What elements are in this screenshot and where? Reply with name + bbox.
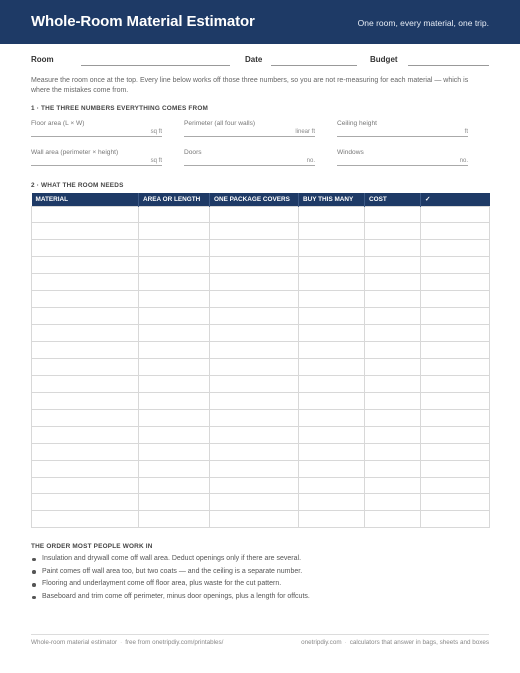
area-cell[interactable] — [139, 443, 210, 460]
table-row — [32, 409, 490, 426]
quantity-cell[interactable] — [299, 358, 365, 375]
quantity-cell[interactable] — [299, 308, 365, 325]
list-item-text: Paint comes off wall area too, but two coats — and the ceiling is a separate number. — [42, 567, 303, 575]
material-cell[interactable] — [32, 375, 139, 392]
ceiling-height-field[interactable] — [337, 120, 468, 140]
field-label: Windows — [337, 149, 364, 156]
quantity-cell[interactable] — [299, 460, 365, 477]
coverage-cell[interactable] — [210, 223, 299, 240]
table-row — [32, 392, 490, 409]
quantity-cell[interactable] — [299, 325, 365, 342]
coverage-cell[interactable] — [210, 392, 299, 409]
check-cell[interactable] — [421, 274, 490, 291]
check-cell[interactable] — [421, 358, 490, 375]
bullet-icon — [32, 583, 36, 587]
cost-cell[interactable] — [365, 257, 421, 274]
coverage-cell[interactable] — [210, 342, 299, 359]
list-item — [31, 566, 489, 579]
material-cell[interactable] — [32, 325, 139, 342]
footer-slogan: calculators that answer in bags, sheets and boxes — [349, 639, 489, 646]
field-line — [337, 165, 468, 166]
materials-table — [31, 193, 490, 528]
cost-cell[interactable] — [365, 460, 421, 477]
area-cell[interactable] — [139, 494, 210, 511]
table-row — [32, 223, 490, 240]
material-cell[interactable] — [32, 240, 139, 257]
check-cell[interactable] — [421, 257, 490, 274]
check-cell[interactable] — [421, 494, 490, 511]
bullet-icon — [32, 570, 36, 574]
table-row — [32, 511, 490, 528]
doors-field[interactable] — [184, 149, 315, 169]
material-cell[interactable] — [32, 291, 139, 308]
order-list — [31, 553, 489, 604]
cost-cell[interactable] — [365, 342, 421, 359]
coverage-cell[interactable] — [210, 477, 299, 494]
field-line — [184, 165, 315, 166]
check-cell[interactable] — [421, 291, 490, 308]
area-cell[interactable] — [139, 460, 210, 477]
coverage-cell[interactable] — [210, 308, 299, 325]
field-unit: no. — [306, 158, 315, 164]
cost-cell[interactable] — [365, 223, 421, 240]
section2-title: 2 · WHAT THE ROOM NEEDS — [31, 182, 124, 189]
check-cell[interactable] — [421, 409, 490, 426]
table-row — [32, 206, 490, 223]
wall-area-field[interactable] — [31, 149, 162, 169]
field-unit: linear ft — [295, 129, 315, 135]
cost-cell[interactable] — [365, 494, 421, 511]
check-cell[interactable] — [421, 511, 490, 528]
table-row — [32, 494, 490, 511]
field-unit: sq ft — [150, 158, 162, 164]
list-item — [31, 578, 489, 591]
check-cell[interactable] — [421, 477, 490, 494]
coverage-cell[interactable] — [210, 325, 299, 342]
coverage-cell[interactable] — [210, 257, 299, 274]
check-cell[interactable] — [421, 426, 490, 443]
coverage-cell[interactable] — [210, 206, 299, 223]
material-cell[interactable] — [32, 409, 139, 426]
table-row — [32, 257, 490, 274]
material-cell[interactable] — [32, 426, 139, 443]
table-row — [32, 240, 490, 257]
bullet-icon — [32, 558, 36, 562]
footer-site: onetripdiy.com — [301, 639, 342, 646]
material-cell[interactable] — [32, 460, 139, 477]
check-cell[interactable] — [421, 325, 490, 342]
material-cell[interactable] — [32, 358, 139, 375]
cost-cell[interactable] — [365, 426, 421, 443]
coverage-cell[interactable] — [210, 511, 299, 528]
area-cell[interactable] — [139, 477, 210, 494]
quantity-cell[interactable] — [299, 342, 365, 359]
check-cell[interactable] — [421, 460, 490, 477]
coverage-cell[interactable] — [210, 291, 299, 308]
area-cell[interactable] — [139, 274, 210, 291]
area-cell[interactable] — [139, 342, 210, 359]
area-cell[interactable] — [139, 206, 210, 223]
footer-source: free from onetripdiy.com/printables/ — [125, 639, 224, 646]
field-line — [337, 136, 468, 137]
quantity-cell[interactable] — [299, 409, 365, 426]
column-header-coverage: ONE PACKAGE COVERS — [210, 193, 299, 206]
area-cell[interactable] — [139, 409, 210, 426]
table-row — [32, 358, 490, 375]
table-row — [32, 308, 490, 325]
area-cell[interactable] — [139, 511, 210, 528]
check-cell[interactable] — [421, 443, 490, 460]
intro-text: Measure the room once at the top. Every line below works off those three numbers, so you are not re-measuring for each material — which is where the mistakes come from. — [31, 77, 469, 94]
table-row — [32, 375, 490, 392]
field-label: Perimeter (all four walls) — [184, 120, 256, 127]
area-cell[interactable] — [139, 375, 210, 392]
quantity-cell[interactable] — [299, 206, 365, 223]
cost-cell[interactable] — [365, 477, 421, 494]
cost-cell[interactable] — [365, 308, 421, 325]
cost-cell[interactable] — [365, 291, 421, 308]
budget-field[interactable] — [408, 65, 489, 66]
page-title: Whole-Room Material Estimator — [31, 13, 255, 30]
perimeter-field[interactable] — [184, 120, 315, 140]
table-row — [32, 443, 490, 460]
coverage-cell[interactable] — [210, 274, 299, 291]
field-label: Doors — [184, 149, 202, 156]
quantity-cell[interactable] — [299, 426, 365, 443]
check-cell[interactable] — [421, 308, 490, 325]
material-cell[interactable] — [32, 511, 139, 528]
area-cell[interactable] — [139, 257, 210, 274]
check-cell[interactable] — [421, 223, 490, 240]
field-line — [31, 136, 162, 137]
budget-label: Budget — [370, 55, 398, 64]
footer-right — [301, 639, 489, 646]
coverage-cell[interactable] — [210, 409, 299, 426]
room-label: Room — [31, 55, 54, 64]
material-cell[interactable] — [32, 257, 139, 274]
cost-cell[interactable] — [365, 325, 421, 342]
cost-cell[interactable] — [365, 443, 421, 460]
table-row — [32, 325, 490, 342]
quantity-cell[interactable] — [299, 375, 365, 392]
material-cell[interactable] — [32, 392, 139, 409]
column-header-quantity: BUY THIS MANY — [299, 193, 365, 206]
footer-separator: · — [120, 639, 123, 646]
footer-left — [31, 639, 223, 646]
material-cell[interactable] — [32, 274, 139, 291]
quantity-cell[interactable] — [299, 494, 365, 511]
table-header-row — [32, 193, 490, 206]
quantity-cell[interactable] — [299, 223, 365, 240]
cost-cell[interactable] — [365, 240, 421, 257]
coverage-cell[interactable] — [210, 426, 299, 443]
table-row — [32, 342, 490, 359]
list-item-text: Baseboard and trim come off perimeter, minus door openings, plus a length for offcuts. — [42, 593, 310, 601]
field-unit: sq ft — [150, 129, 162, 135]
material-cell[interactable] — [32, 308, 139, 325]
coverage-cell[interactable] — [210, 358, 299, 375]
check-cell[interactable] — [421, 375, 490, 392]
area-cell[interactable] — [139, 240, 210, 257]
area-cell[interactable] — [139, 325, 210, 342]
room-field[interactable] — [81, 65, 230, 66]
cost-cell[interactable] — [365, 409, 421, 426]
material-cell[interactable] — [32, 342, 139, 359]
field-label: Wall area (perimeter × height) — [31, 149, 119, 156]
table-row — [32, 460, 490, 477]
cost-cell[interactable] — [365, 206, 421, 223]
list-item — [31, 553, 489, 566]
date-field[interactable] — [271, 65, 357, 66]
date-label: Date — [245, 55, 263, 64]
material-cell[interactable] — [32, 443, 139, 460]
materials-table-body — [32, 206, 490, 528]
quantity-cell[interactable] — [299, 443, 365, 460]
field-unit: ft — [464, 129, 468, 135]
list-item-text: Insulation and drywall come off wall area. Deduct openings only if there are several. — [42, 555, 302, 562]
column-header-area: AREA OR LENGTH — [139, 193, 210, 206]
material-cell[interactable] — [32, 223, 139, 240]
footer-separator: · — [344, 639, 347, 646]
field-unit: no. — [459, 158, 468, 164]
coverage-cell[interactable] — [210, 460, 299, 477]
quantity-cell[interactable] — [299, 477, 365, 494]
footer-divider — [31, 634, 489, 635]
material-cell[interactable] — [32, 206, 139, 223]
column-header-material: MATERIAL — [32, 193, 139, 206]
table-row — [32, 477, 490, 494]
page-header — [0, 0, 520, 44]
area-cell[interactable] — [139, 223, 210, 240]
list-item — [31, 591, 489, 604]
quantity-cell[interactable] — [299, 257, 365, 274]
footer-title: Whole-room material estimator — [31, 639, 118, 646]
table-row — [32, 274, 490, 291]
windows-field[interactable] — [337, 149, 468, 169]
cost-cell[interactable] — [365, 274, 421, 291]
check-cell[interactable] — [421, 392, 490, 409]
quantity-cell[interactable] — [299, 274, 365, 291]
field-line — [31, 165, 162, 166]
material-cell[interactable] — [32, 494, 139, 511]
list-item-text: Flooring and underlayment come off floor area, plus waste for the cut pattern. — [42, 580, 282, 588]
cost-cell[interactable] — [365, 392, 421, 409]
cost-cell[interactable] — [365, 511, 421, 528]
area-cell[interactable] — [139, 426, 210, 443]
quantity-cell[interactable] — [299, 511, 365, 528]
column-header-cost: COST — [365, 193, 421, 206]
coverage-cell[interactable] — [210, 494, 299, 511]
area-cell[interactable] — [139, 308, 210, 325]
quantity-cell[interactable] — [299, 240, 365, 257]
order-title: THE ORDER MOST PEOPLE WORK IN — [31, 543, 153, 550]
quantity-cell[interactable] — [299, 291, 365, 308]
check-cell[interactable] — [421, 240, 490, 257]
bullet-icon — [32, 596, 36, 600]
area-cell[interactable] — [139, 392, 210, 409]
coverage-cell[interactable] — [210, 240, 299, 257]
cost-cell[interactable] — [365, 358, 421, 375]
top-fields-row — [31, 55, 489, 69]
floor-area-field[interactable] — [31, 120, 162, 140]
field-label: Floor area (L × W) — [31, 120, 85, 127]
coverage-cell[interactable] — [210, 443, 299, 460]
table-row — [32, 291, 490, 308]
coverage-cell[interactable] — [210, 375, 299, 392]
check-cell[interactable] — [421, 206, 490, 223]
check-cell[interactable] — [421, 342, 490, 359]
field-label: Ceiling height — [337, 120, 377, 127]
field-line — [184, 136, 315, 137]
table-row — [32, 426, 490, 443]
quantity-cell[interactable] — [299, 392, 365, 409]
area-cell[interactable] — [139, 358, 210, 375]
area-cell[interactable] — [139, 291, 210, 308]
section1-title: 1 · THE THREE NUMBERS EVERYTHING COMES FROM — [31, 105, 209, 112]
cost-cell[interactable] — [365, 375, 421, 392]
page-tagline: One room, every material, one trip. — [357, 18, 489, 28]
material-cell[interactable] — [32, 477, 139, 494]
column-header-check: ✓ — [421, 193, 490, 206]
